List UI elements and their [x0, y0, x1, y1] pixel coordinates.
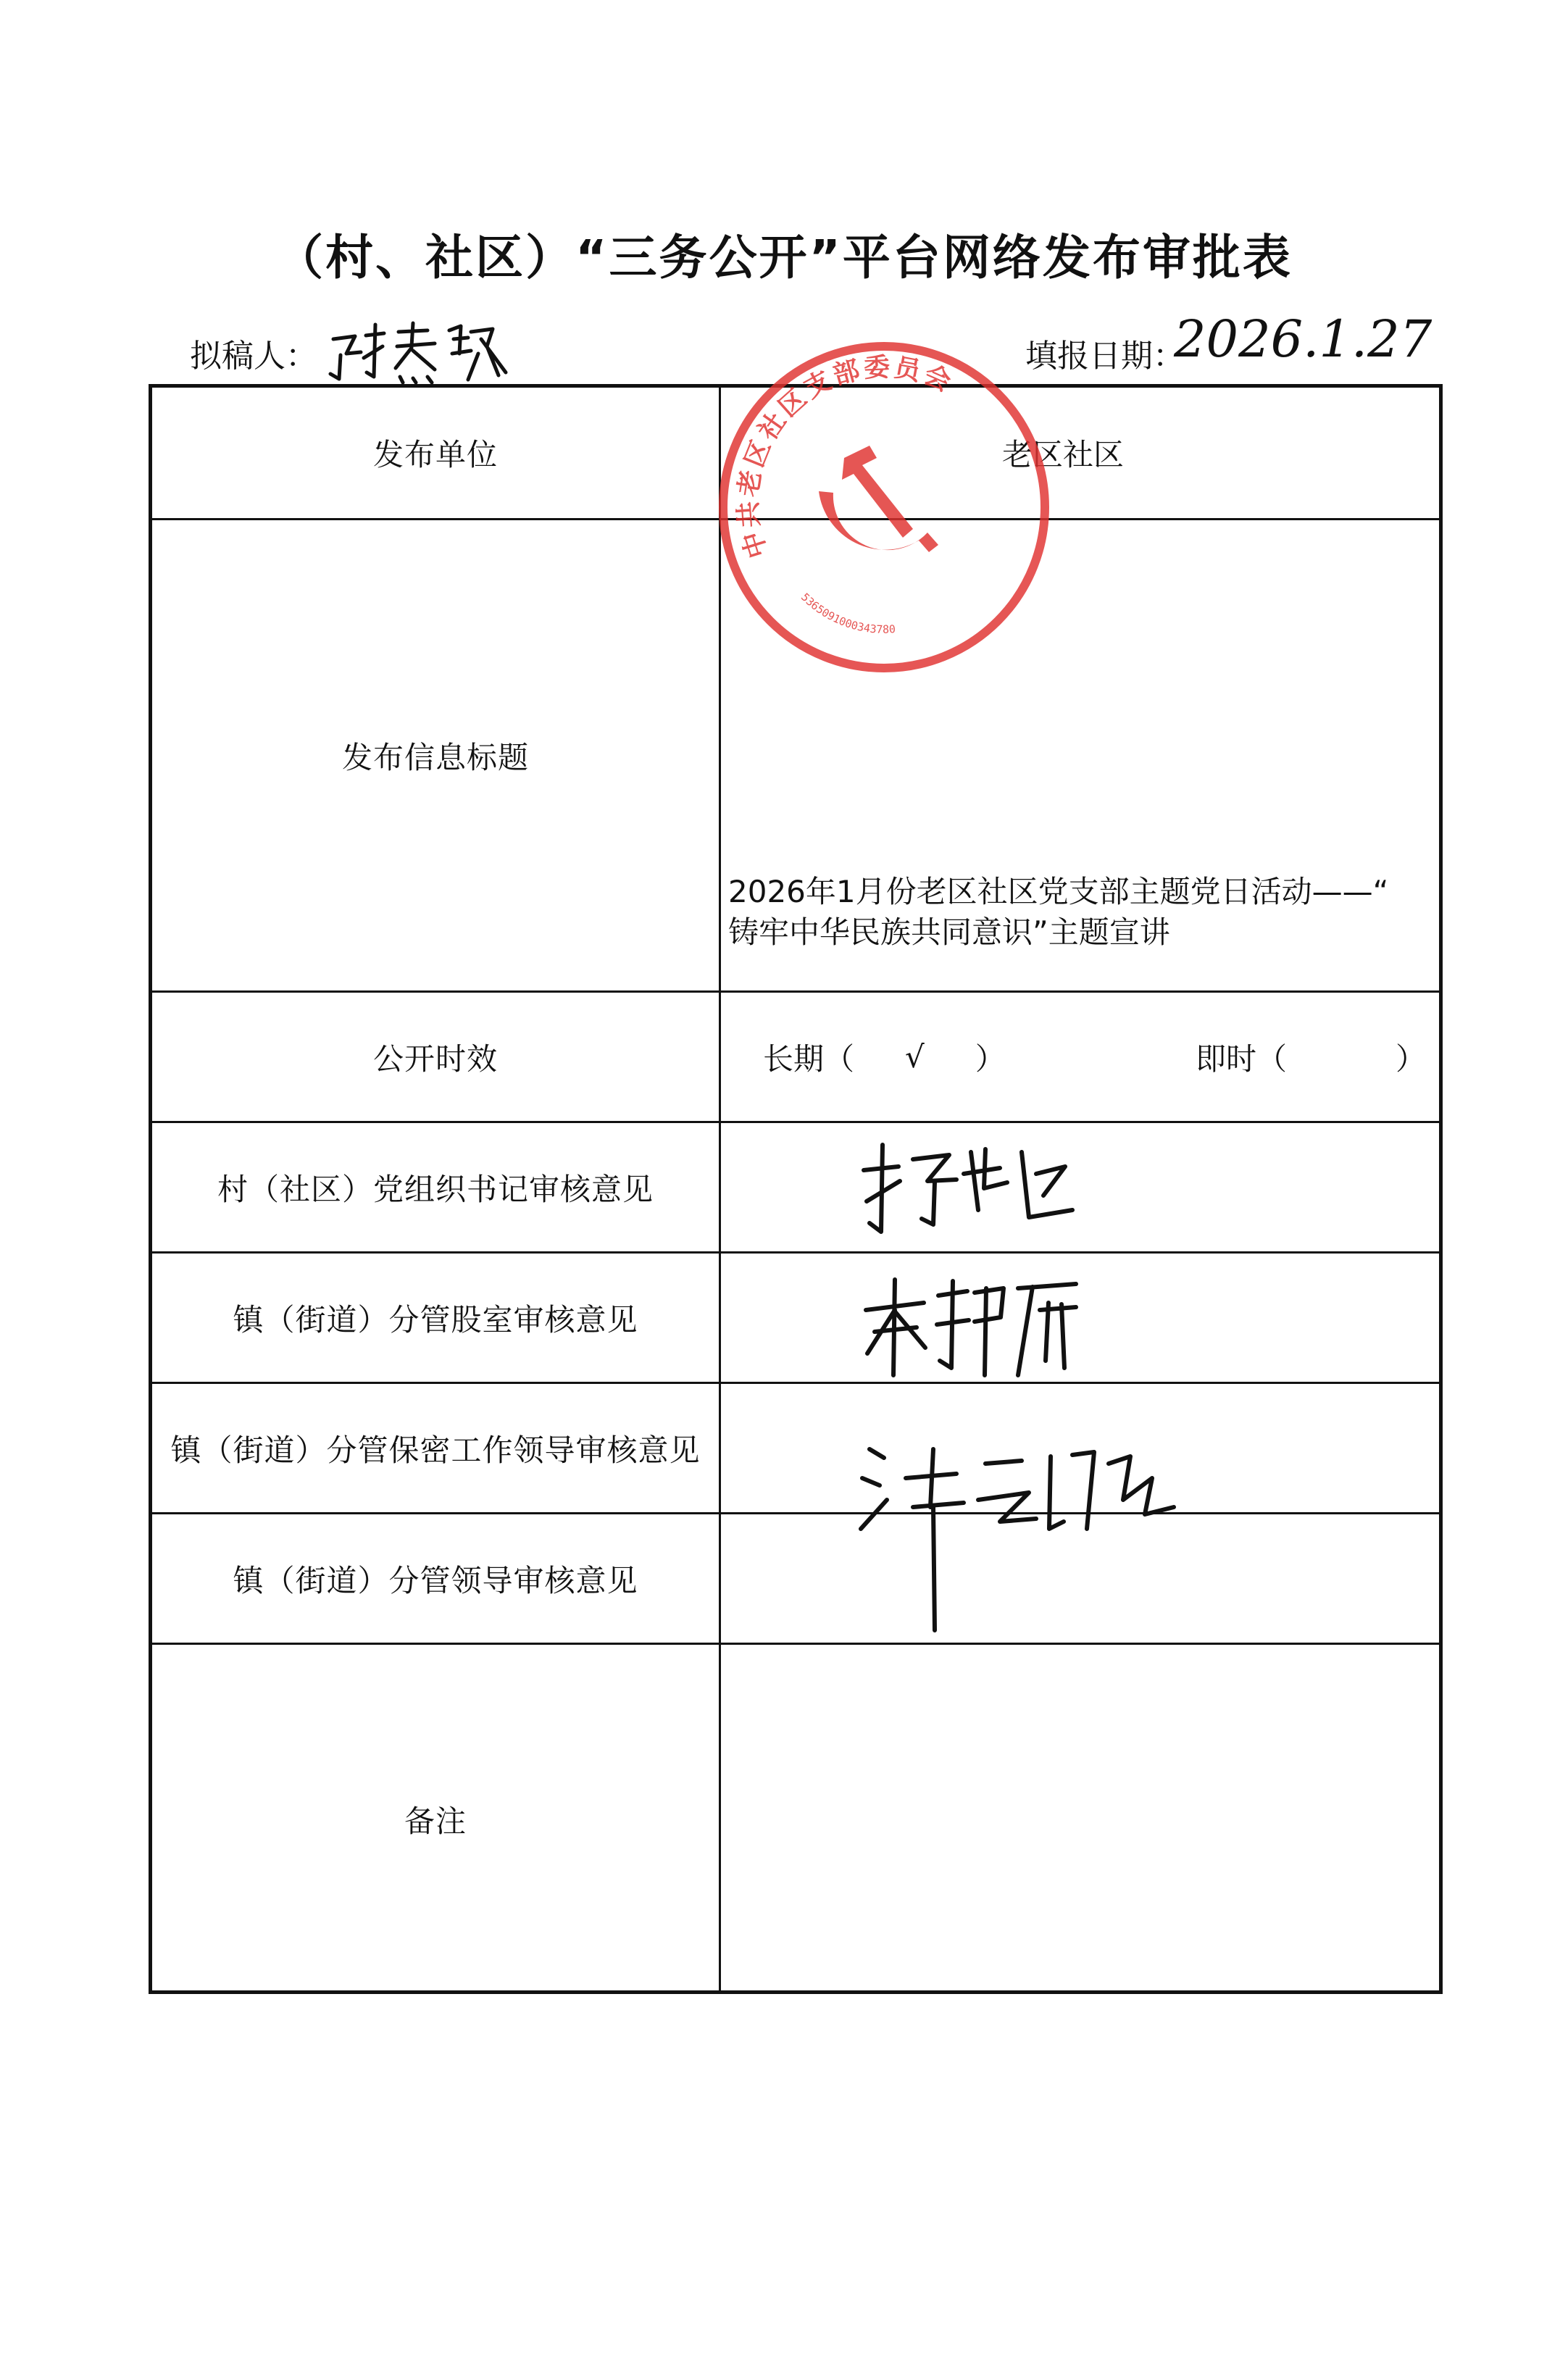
immediate-option [1196, 993, 1426, 1121]
form-title: （村、社区）“三务公开”平台网络发布审批表 [275, 230, 1293, 285]
info-title-line-2: 铸牢中华民族共同意识”主题宣讲 [728, 914, 1170, 950]
drafter-signature [326, 310, 514, 390]
row-office [152, 1254, 1439, 1384]
secrecy-label: 镇（街道）分管保密工作领导审核意见 [170, 1432, 701, 1468]
timeliness-value-cell [721, 993, 1439, 1121]
date-handwritten [1174, 304, 1433, 377]
publisher-label: 发布单位 [372, 437, 498, 472]
row-remarks [152, 1645, 1439, 1994]
row-secretary [152, 1123, 1439, 1254]
stamp-code: 5365091000343780 [798, 590, 896, 636]
secretary-label: 村（社区）党组织书记审核意见 [217, 1171, 654, 1207]
long-term-close: ） [975, 1040, 1006, 1077]
immediate-close: ） [1396, 1040, 1427, 1077]
secrecy-leader-signature [855, 1435, 1203, 1652]
row-secrecy [152, 1384, 1439, 1514]
drafter-label: 拟稿人： [190, 338, 317, 375]
date-label: 填报日期： [1025, 338, 1185, 375]
date-value: 2026.1.27 [1174, 309, 1433, 369]
long-term-checkmark: √ [905, 1039, 925, 1075]
immediate-label: 即时（ [1196, 1040, 1288, 1077]
office-signature [859, 1267, 1098, 1390]
row-leader [152, 1514, 1439, 1645]
svg-text:5365091000343780 [798, 591, 896, 636]
timeliness-label: 公开时效 [372, 1040, 498, 1077]
long-term-option [763, 993, 1006, 1121]
info-title-value [728, 872, 1417, 953]
long-term-label: 长期（ [763, 1040, 855, 1077]
stamp-text: 中共老区社区支部委员会 [733, 352, 958, 562]
remarks-value-cell [721, 1645, 1439, 1994]
info-title-label: 发布信息标题 [341, 739, 529, 775]
party-seal-stamp [714, 337, 1054, 677]
hammer-sickle-icon [819, 446, 938, 552]
secretary-signature [855, 1130, 1087, 1246]
publisher-value: 老区社区 [1002, 437, 1125, 472]
leader-label: 镇（街道）分管领导审核意见 [233, 1562, 638, 1598]
office-label: 镇（街道）分管股室审核意见 [233, 1301, 638, 1338]
row-timeliness [152, 993, 1439, 1123]
info-title-line-1: 2026年1月份老区社区党支部主题党日活动——“ [728, 874, 1389, 909]
remarks-label: 备注 [404, 1803, 467, 1839]
